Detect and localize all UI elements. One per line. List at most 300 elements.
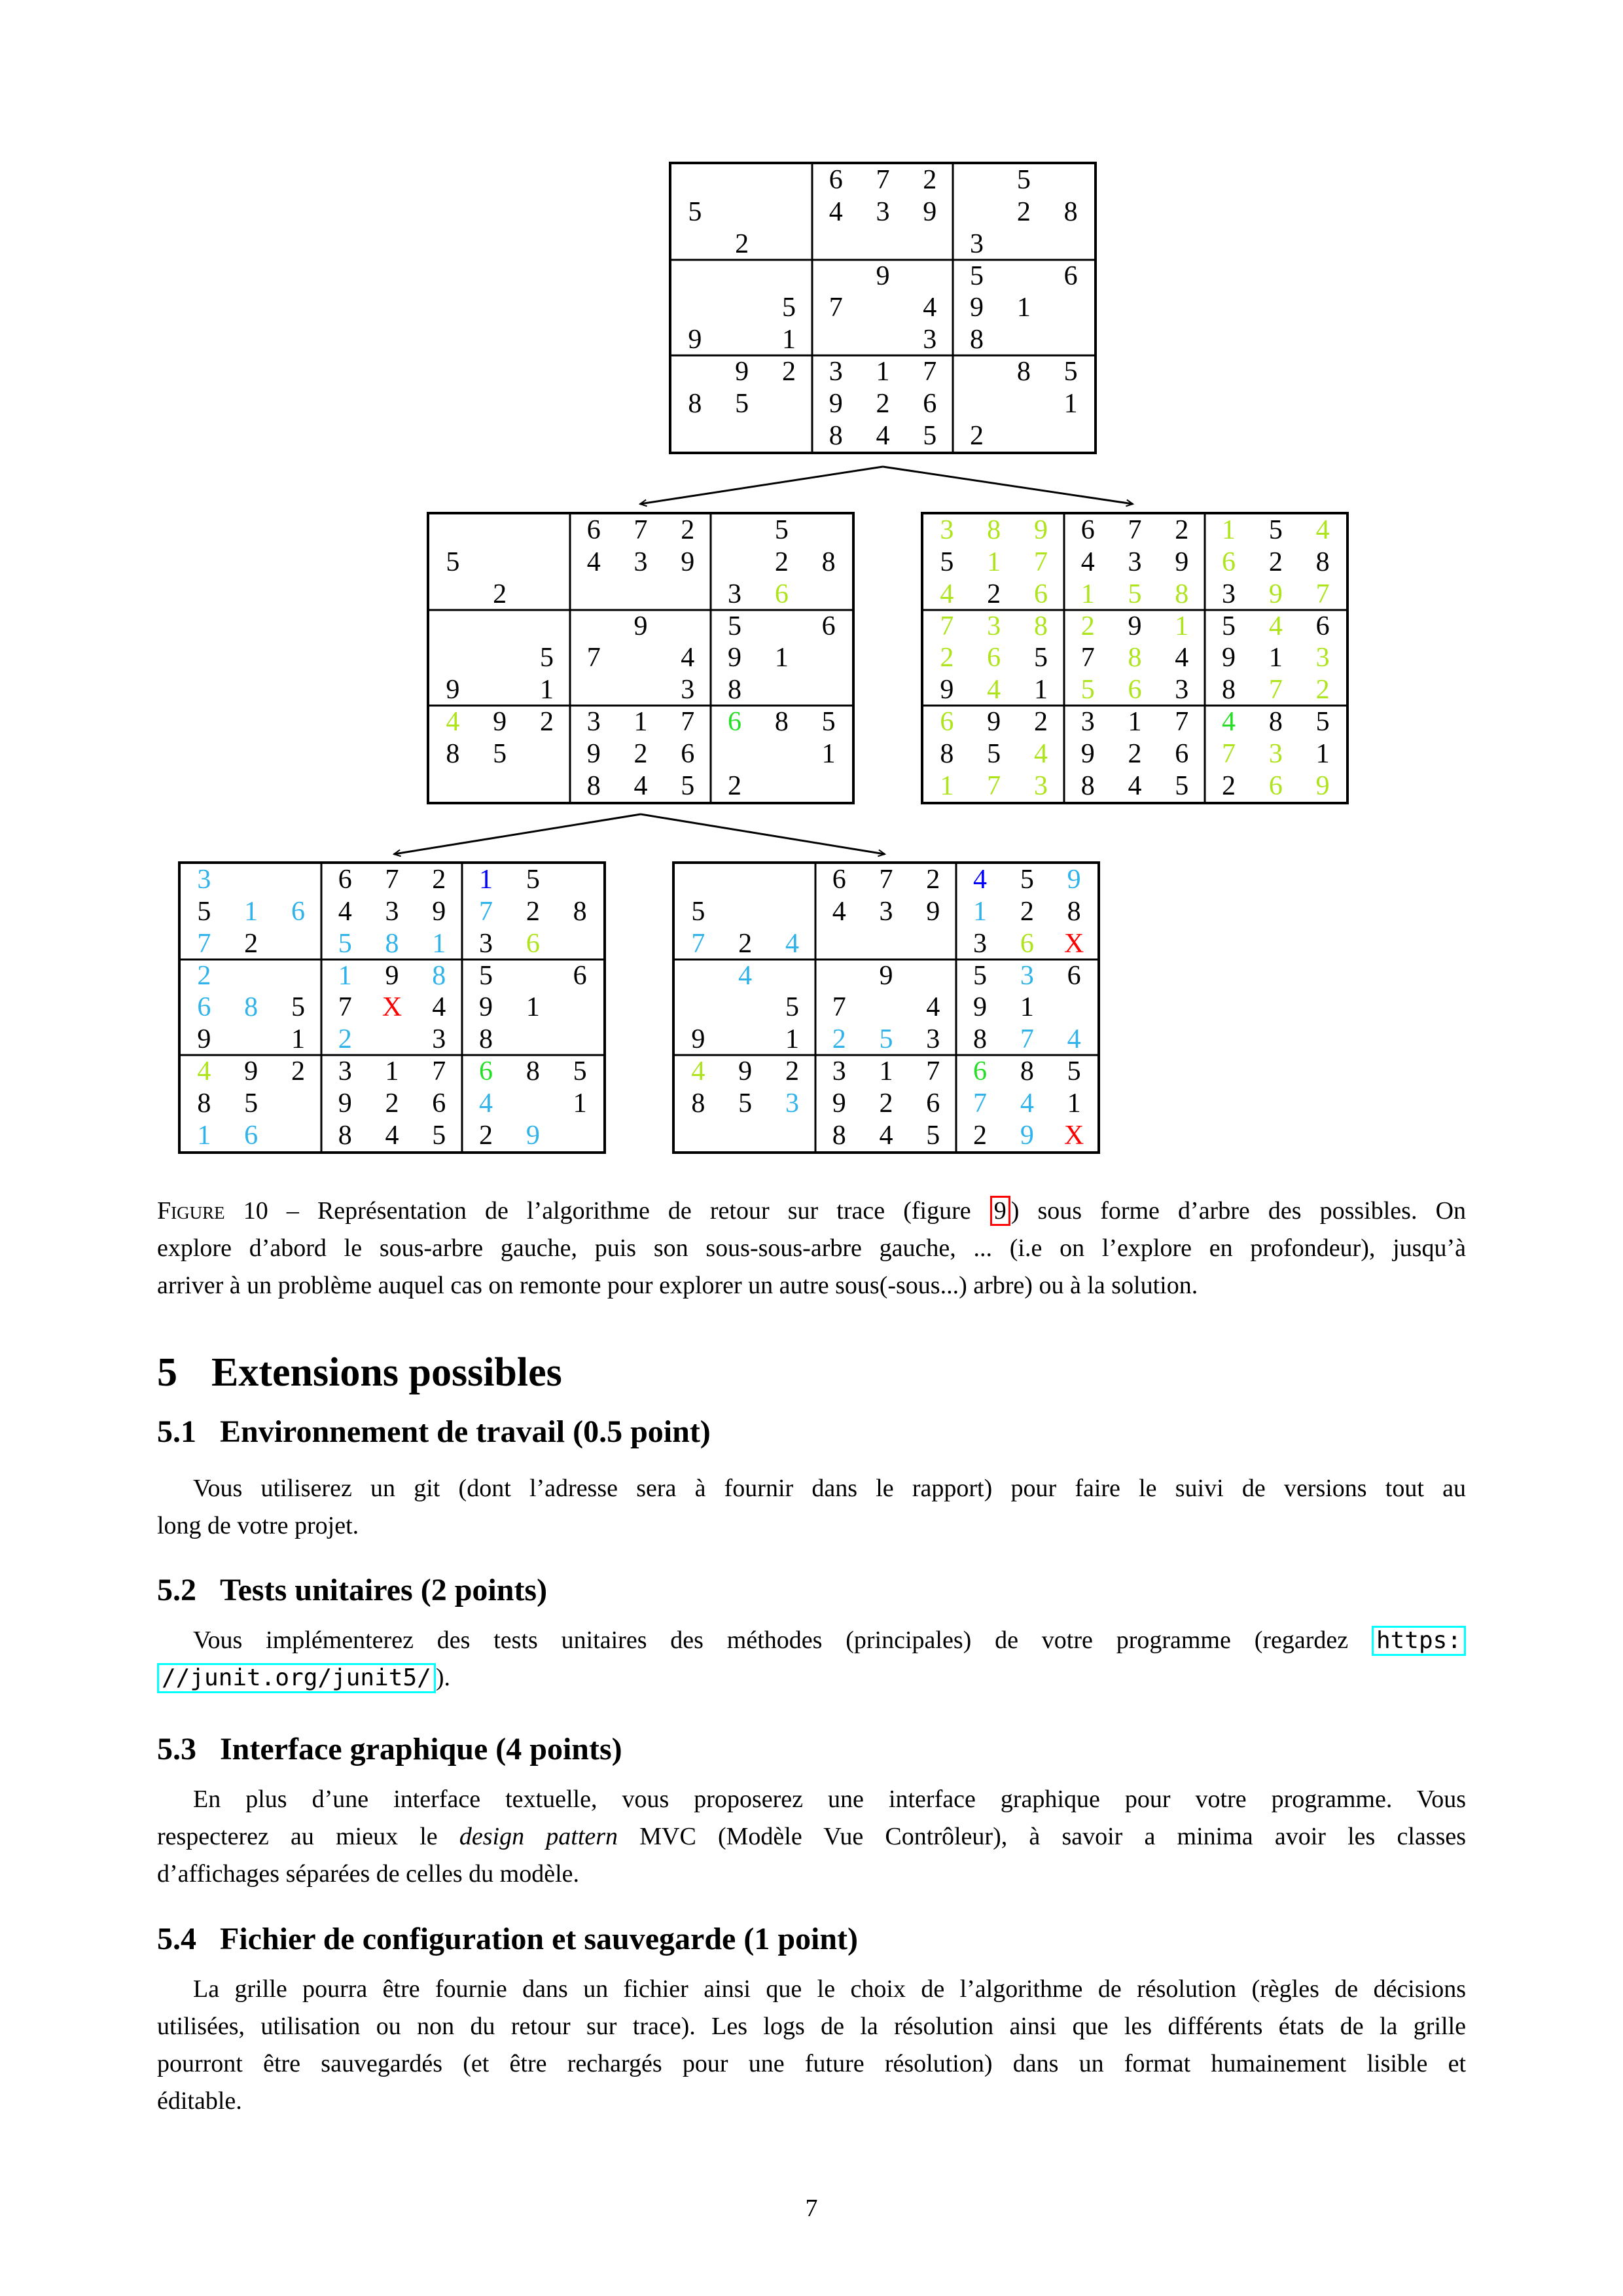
section-5-1-heading [157,1414,711,1450]
sudoku-cell: 5 [1315,707,1330,738]
sudoku-cell: 9 [691,1024,705,1055]
sudoku-cell: 7 [829,293,843,323]
sudoku-cell: 1 [1175,611,1189,641]
sudoku-cell: 7 [1222,738,1236,769]
sudoku-cell: 8 [688,388,702,419]
sudoku-cell: 5 [728,611,742,641]
sudoku-cell: 2 [432,865,446,895]
sudoku-cell: 1 [526,992,540,1023]
sudoku-cell: 3 [681,675,695,706]
sudoku-cell: 2 [876,388,890,419]
sudoku-cell: 8 [197,1088,211,1119]
sudoku-cell: 6 [821,611,836,641]
sudoku-cell: 7 [1080,643,1095,673]
sudoku-cell [719,196,766,228]
sudoku-cell: 4 [876,420,890,451]
sudoku-cell: 3 [385,897,399,927]
sudoku-cell [1000,260,1047,292]
sudoku-cell: 1 [1268,643,1283,673]
sudoku-cell: 3 [432,1024,446,1055]
sudoku-cell: 4 [681,643,695,673]
sudoku-cell [275,928,322,960]
sudoku-cell: 4 [1128,770,1142,801]
sudoku-cell [812,228,859,260]
sudoku-cell: 8 [526,1056,540,1087]
sudoku-cell: 1 [1222,515,1236,546]
sudoku-cell [671,292,719,324]
sudoku-cell: 4 [879,1120,893,1151]
sudoku-cell: 2 [633,738,648,769]
arrow-left-to-bottomleft [394,814,641,854]
sudoku-cell [675,1119,722,1151]
sudoku-cell: 2 [923,165,937,196]
sudoku-cell [671,228,719,260]
sudoku-cell: 4 [1020,1088,1034,1119]
sudoku-cell: 7 [197,928,211,959]
sudoku-cell: 1 [785,1024,799,1055]
sudoku-cell [906,228,954,260]
sudoku-cell: 1 [197,1120,211,1151]
sudoku-cell [570,579,617,611]
arrow-root-to-left [640,467,883,504]
sudoku-cell [509,960,556,992]
sudoku-cell: 6 [432,1088,446,1119]
sudoku-cell: 2 [1268,547,1283,578]
sudoku-cell: 3 [1175,675,1189,706]
sudoku-cell: 9 [1080,738,1095,769]
section-5-heading [157,1350,562,1396]
sudoku-cell: 4 [1175,643,1189,673]
sudoku-cell [556,1024,603,1056]
sudoku-cell [476,642,524,674]
sudoku-cell: 4 [432,992,446,1023]
sudoku-cell: 1 [479,865,493,895]
sudoku-cell [769,1119,816,1151]
sudoku-cell: 5 [1080,675,1095,706]
sudoku-cell: 8 [1080,770,1095,801]
sudoku-cell: 5 [1063,357,1078,387]
sudoku-cell [1047,420,1094,452]
sudoku-cell: 9 [1067,865,1081,895]
sudoku-cell: 6 [1222,547,1236,578]
sudoku-cell: 4 [1268,611,1283,641]
sudoku-cell [766,260,813,292]
sudoku-cell: 6 [1175,738,1189,769]
sudoku-cell: 8 [832,1120,846,1151]
sudoku-cell: 5 [1222,611,1236,641]
sudoku-cell: 6 [244,1120,259,1151]
sudoku-cell: 4 [586,547,601,578]
sudoku-cell: 3 [970,228,984,259]
sudoku-cell: 3 [829,357,843,387]
sudoku-cell [711,547,758,579]
sudoku-cell: 6 [573,960,587,991]
sudoku-cell [671,164,719,196]
sudoku-cell: 8 [432,960,446,991]
sudoku-cell [429,642,476,674]
sudoku-cell: 5 [479,960,493,991]
sudoku-cell: 4 [973,865,988,895]
sudoku-cell: 5 [446,547,460,578]
sudoku-cell: 7 [1033,547,1048,578]
sudoku-cell: 5 [879,1024,893,1055]
sudoku-cell: 9 [735,357,749,387]
sudoku-cell: 5 [785,992,799,1023]
sudoku-cell: 1 [432,928,446,959]
sudoku-cell: 8 [1063,197,1078,228]
sudoku-cell: 7 [1315,579,1330,609]
sudoku-cell: 1 [338,960,352,991]
sudoku-cell: 1 [940,770,954,801]
sudoku-cell: 3 [1315,643,1330,673]
sudoku-cell [675,864,722,896]
sudoku-cell: 3 [940,515,954,546]
sudoku-cell: 8 [829,420,843,451]
sudoku-cell [1050,992,1097,1024]
sudoku-cell: 6 [987,643,1001,673]
sudoku-cell: 7 [586,643,601,673]
sudoku-cell: 8 [573,897,587,927]
sudoku-cell: 1 [539,675,554,706]
sudoku-cell [1047,324,1094,356]
sudoku-cell: 9 [1222,643,1236,673]
sudoku-cell: 9 [829,388,843,419]
caption-line-2: explore d’abord le sous-arbre gauche, puis son sous-sous-arbre gauche, ... (i.e on l’explore en profondeur), jusqu’à [157,1234,1466,1262]
junit-url-link-part-2[interactable]: //junit.org/junit5/ [157,1663,436,1693]
sudoku-cell: 5 [539,643,554,673]
sudoku-cell: 2 [785,1056,799,1087]
sudoku-cell: 6 [940,707,954,738]
sudoku-cell: 4 [1222,707,1236,738]
sudoku-cell [617,674,664,706]
sudoku-cell: 8 [940,738,954,769]
sudoku-cell [429,514,476,547]
sudoku-cell: 9 [197,1024,211,1055]
sudoku-cell [617,579,664,611]
sudoku-cell [664,579,711,611]
sudoku-cell [509,1087,556,1119]
sudoku-cell: 4 [923,293,937,323]
sudoku-cell: 6 [973,1056,988,1087]
sudoku-cell: 1 [573,1088,587,1119]
paragraph-line: long de votre projet. [157,1512,359,1539]
sudoku-cell: 9 [432,897,446,927]
section-5-3-title: Interface graphique (4 points) [220,1732,622,1767]
sudoku-cell [524,514,571,547]
sudoku-cell: 6 [291,897,305,927]
sudoku-cell: 7 [633,515,648,546]
sudoku-cell: 9 [987,707,1001,738]
sudoku-cell: 2 [970,420,984,451]
sudoku-cell [954,164,1001,196]
sudoku-cell: 2 [338,1024,352,1055]
sudoku-cell: 4 [197,1056,211,1087]
sudoku-cell: 8 [1222,675,1236,706]
sudoku-cell: 6 [526,928,540,959]
sudoku-cell: 7 [876,165,890,196]
sudoku-cell: 1 [821,738,836,769]
sudoku-cell: 2 [1020,897,1034,927]
sudoku-cell: 1 [1033,675,1048,706]
sudoku-cell: 3 [1222,579,1236,609]
paragraph-line: éditable. [157,2087,242,2115]
sudoku-cell: 5 [1020,865,1034,895]
arrow-left-to-bottomright [641,814,885,854]
sudoku-cell: 4 [738,960,753,991]
sudoku-cell: 2 [197,960,211,991]
sudoku-cell [815,960,863,992]
sudoku-cell: 2 [1080,611,1095,641]
sudoku-cell: 8 [973,1024,988,1055]
sudoku-cell: 9 [479,992,493,1023]
sudoku-cell: 6 [1063,260,1078,291]
section-5-4-paragraph [157,1971,1466,2120]
sudoku-cell [671,260,719,292]
sudoku-cell [1047,292,1094,324]
sudoku-cell: 6 [926,1088,940,1119]
sudoku-cell [805,770,852,802]
sudoku-cell [805,514,852,547]
sudoku-cell: 3 [338,1056,352,1087]
sudoku-cell: 1 [1128,707,1142,738]
sudoku-cell: 4 [987,675,1001,706]
sudoku-cell: 6 [1033,579,1048,609]
sudoku-cell [719,260,766,292]
sudoku-cell [954,196,1001,228]
sudoku-cell: 4 [446,707,460,738]
sudoku-cell: 9 [385,960,399,991]
sudoku-cell [524,738,571,770]
section-5-3-paragraph [157,1781,1466,1893]
sudoku-cell: 5 [1033,643,1048,673]
sudoku-cell: 6 [338,865,352,895]
sudoku-cell: 6 [586,515,601,546]
sudoku-cell [954,387,1001,420]
section-5-3-heading [157,1731,622,1767]
sudoku-cell: 4 [940,579,954,609]
sudoku-cell: 9 [1175,547,1189,578]
sudoku-cell: 8 [970,325,984,355]
section-5-1-title: Environnement de travail (0.5 point) [220,1414,711,1449]
sudoku-cell: 3 [785,1088,799,1119]
sudoku-cell [859,228,906,260]
sudoku-cell: 8 [244,992,259,1023]
sudoku-cell: X [382,992,402,1023]
sudoku-cell: 4 [338,897,352,927]
sudoku-cell: 6 [681,738,695,769]
sudoku-cell: 3 [1020,960,1034,991]
sudoku-cell: 9 [728,643,742,673]
paragraph-line [157,1818,1466,1856]
sudoku-cell [758,610,805,642]
sudoku-cell [766,420,813,452]
sudoku-cell: 4 [785,928,799,959]
sudoku-cell: 2 [879,1088,893,1119]
sudoku-cell [275,1119,322,1151]
sudoku-cell: 5 [573,1056,587,1087]
sudoku-cell [429,579,476,611]
sudoku-cell [476,547,524,579]
paragraph-text: ). [435,1664,450,1691]
sudoku-cell: 6 [1315,611,1330,641]
sudoku-cell: 8 [987,515,1001,546]
sudoku-cell: 1 [781,325,796,355]
sudoku-cell: 1 [1080,579,1095,609]
sudoku-cell: 5 [291,992,305,1023]
sudoku-cell: 5 [970,260,984,291]
sudoku-cell: 2 [738,928,753,959]
sudoku-cell [556,1119,603,1151]
sudoku-cell: 1 [291,1024,305,1055]
sudoku-cell [722,864,769,896]
paragraph-line: Vous utiliserez un git (dont l’adresse sera à fournir dans le rapport) pour faire le suivi de versions tout au [193,1475,1466,1502]
sudoku-cell: 2 [244,928,259,959]
sudoku-cell [722,1119,769,1151]
sudoku-cell: 2 [526,897,540,927]
caption-text-1b: ) sous forme d’arbre des possibles. On [1010,1197,1467,1225]
sudoku-cell: 9 [970,293,984,323]
sudoku-cell: 2 [385,1088,399,1119]
paragraph-text: respecterez au mieux le [157,1823,438,1850]
sudoku-cell [275,1087,322,1119]
sudoku-cell: 9 [633,611,648,641]
sudoku-cell: 4 [1315,515,1330,546]
paragraph-line: La grille pourra être fournie dans un fichier ainsi que le choix de l’algorithme de résolution (règles de décisions [193,1975,1466,2003]
sudoku-cell [228,960,275,992]
sudoku-cell: 3 [633,547,648,578]
sudoku-cell: 7 [926,1056,940,1087]
sudoku-cell: 5 [987,738,1001,769]
sudoku-cell [906,260,954,292]
sudoku-cell [524,770,571,802]
sudoku-cell [570,674,617,706]
sudoku-cell [675,960,722,992]
sudoku-cell [1000,387,1047,420]
sudoku-cell: 5 [1268,515,1283,546]
sudoku-cell: 9 [688,325,702,355]
sudoku-cell: 3 [197,865,211,895]
sudoku-cell: 3 [876,197,890,228]
sudoku-cell: 8 [338,1120,352,1151]
paragraph-text: Vous implémenterez des tests unitaires des méthodes (principales) de votre programme (regardez [193,1626,1349,1654]
sudoku-cell: 5 [735,388,749,419]
sudoku-cell [766,196,813,228]
sudoku-cell: 9 [1268,579,1283,609]
sudoku-cell [476,514,524,547]
section-5-4-number: 5.4 [157,1922,196,1956]
sudoku-cell [758,770,805,802]
sudoku-cell: 5 [681,770,695,801]
sudoku-cell: 1 [385,1056,399,1087]
sudoku-cell: 6 [774,579,789,609]
sudoku-cell: 4 [1067,1024,1081,1055]
sudoku-cell: 7 [1128,515,1142,546]
sudoku-cell: 9 [923,197,937,228]
section-5-1-number: 5.1 [157,1414,196,1449]
figure-caption [157,1193,1466,1304]
sudoku-cell: 5 [923,420,937,451]
sudoku-cell: 6 [479,1056,493,1087]
sudoku-cell: 7 [479,897,493,927]
sudoku-cell: 9 [244,1056,259,1087]
sudoku-cell: 7 [832,992,846,1023]
sudoku-cell: 2 [781,357,796,387]
sudoku-cell: 9 [1315,770,1330,801]
sudoku-cell: 7 [973,1088,988,1119]
sudoku-cell [863,928,910,960]
sudoku-cell: 8 [446,738,460,769]
sudoku-cell: 1 [1020,992,1034,1023]
sudoku-cell [228,1024,275,1056]
sudoku-cell: 7 [385,865,399,895]
sudoku-cell: 4 [1080,547,1095,578]
sudoku-cell: 8 [1315,547,1330,578]
paragraph-line: utilisées, utilisation ou non du retour sur trace). Les logs de la résolution ainsi que les différents états de la grille [157,2013,1466,2040]
sudoku-cell [805,579,852,611]
sudoku-cell: 5 [821,707,836,738]
sudoku-cell [524,547,571,579]
sudoku-cell [1000,324,1047,356]
sudoku-cell: 8 [479,1024,493,1055]
sudoku-cell [1000,420,1047,452]
section-5-2-heading [157,1572,547,1608]
sudoku-cell [758,674,805,706]
sudoku-cell: 2 [735,228,749,259]
sudoku-cell [769,960,816,992]
sudoku-cell: 4 [829,197,843,228]
sudoku-cell [429,770,476,802]
sudoku-cell [719,292,766,324]
sudoku-cell: 8 [1067,897,1081,927]
caption-text-1a: 10 – Représentation de l’algorithme de retour sur trace (figure [224,1197,971,1225]
paragraph-line [157,1659,1466,1696]
sudoku-grid-bottom-left [178,861,606,1154]
sudoku-cell: 5 [1128,579,1142,609]
sudoku-cell: 5 [493,738,507,769]
sudoku-cell: 7 [1020,1024,1034,1055]
sudoku-cell: 4 [832,897,846,927]
sudoku-cell [766,164,813,196]
sudoku-cell [476,770,524,802]
sudoku-cell: 5 [691,897,705,927]
figure-9-link[interactable]: 9 [990,1196,1010,1226]
caption-line-1 [157,1193,1466,1230]
sudoku-cell: 5 [197,897,211,927]
section-5-2-number: 5.2 [157,1573,196,1607]
section-5-2-title: Tests unitaires (2 points) [220,1573,548,1607]
sudoku-cell [275,864,322,896]
sudoku-cell [766,228,813,260]
junit-url-link-part-1[interactable]: https: [1372,1626,1466,1656]
sudoku-cell: 9 [586,738,601,769]
sudoku-cell: 3 [586,707,601,738]
sudoku-cell: 2 [774,547,789,578]
sudoku-cell: 6 [1020,928,1034,959]
sudoku-cell [1047,164,1094,196]
sudoku-cell: 3 [926,1024,940,1055]
sudoku-cell: X [1063,1120,1084,1151]
sudoku-cell: 3 [923,325,937,355]
sudoku-grid-bottom-right [672,861,1100,1154]
sudoku-cell [476,610,524,642]
sudoku-cell: 2 [493,579,507,609]
sudoku-cell: 5 [940,547,954,578]
sudoku-cell [863,992,910,1024]
sudoku-cell: 3 [1033,770,1048,801]
sudoku-cell [859,324,906,356]
sudoku-cell: 6 [832,865,846,895]
sudoku-grid-left-child [427,512,855,804]
